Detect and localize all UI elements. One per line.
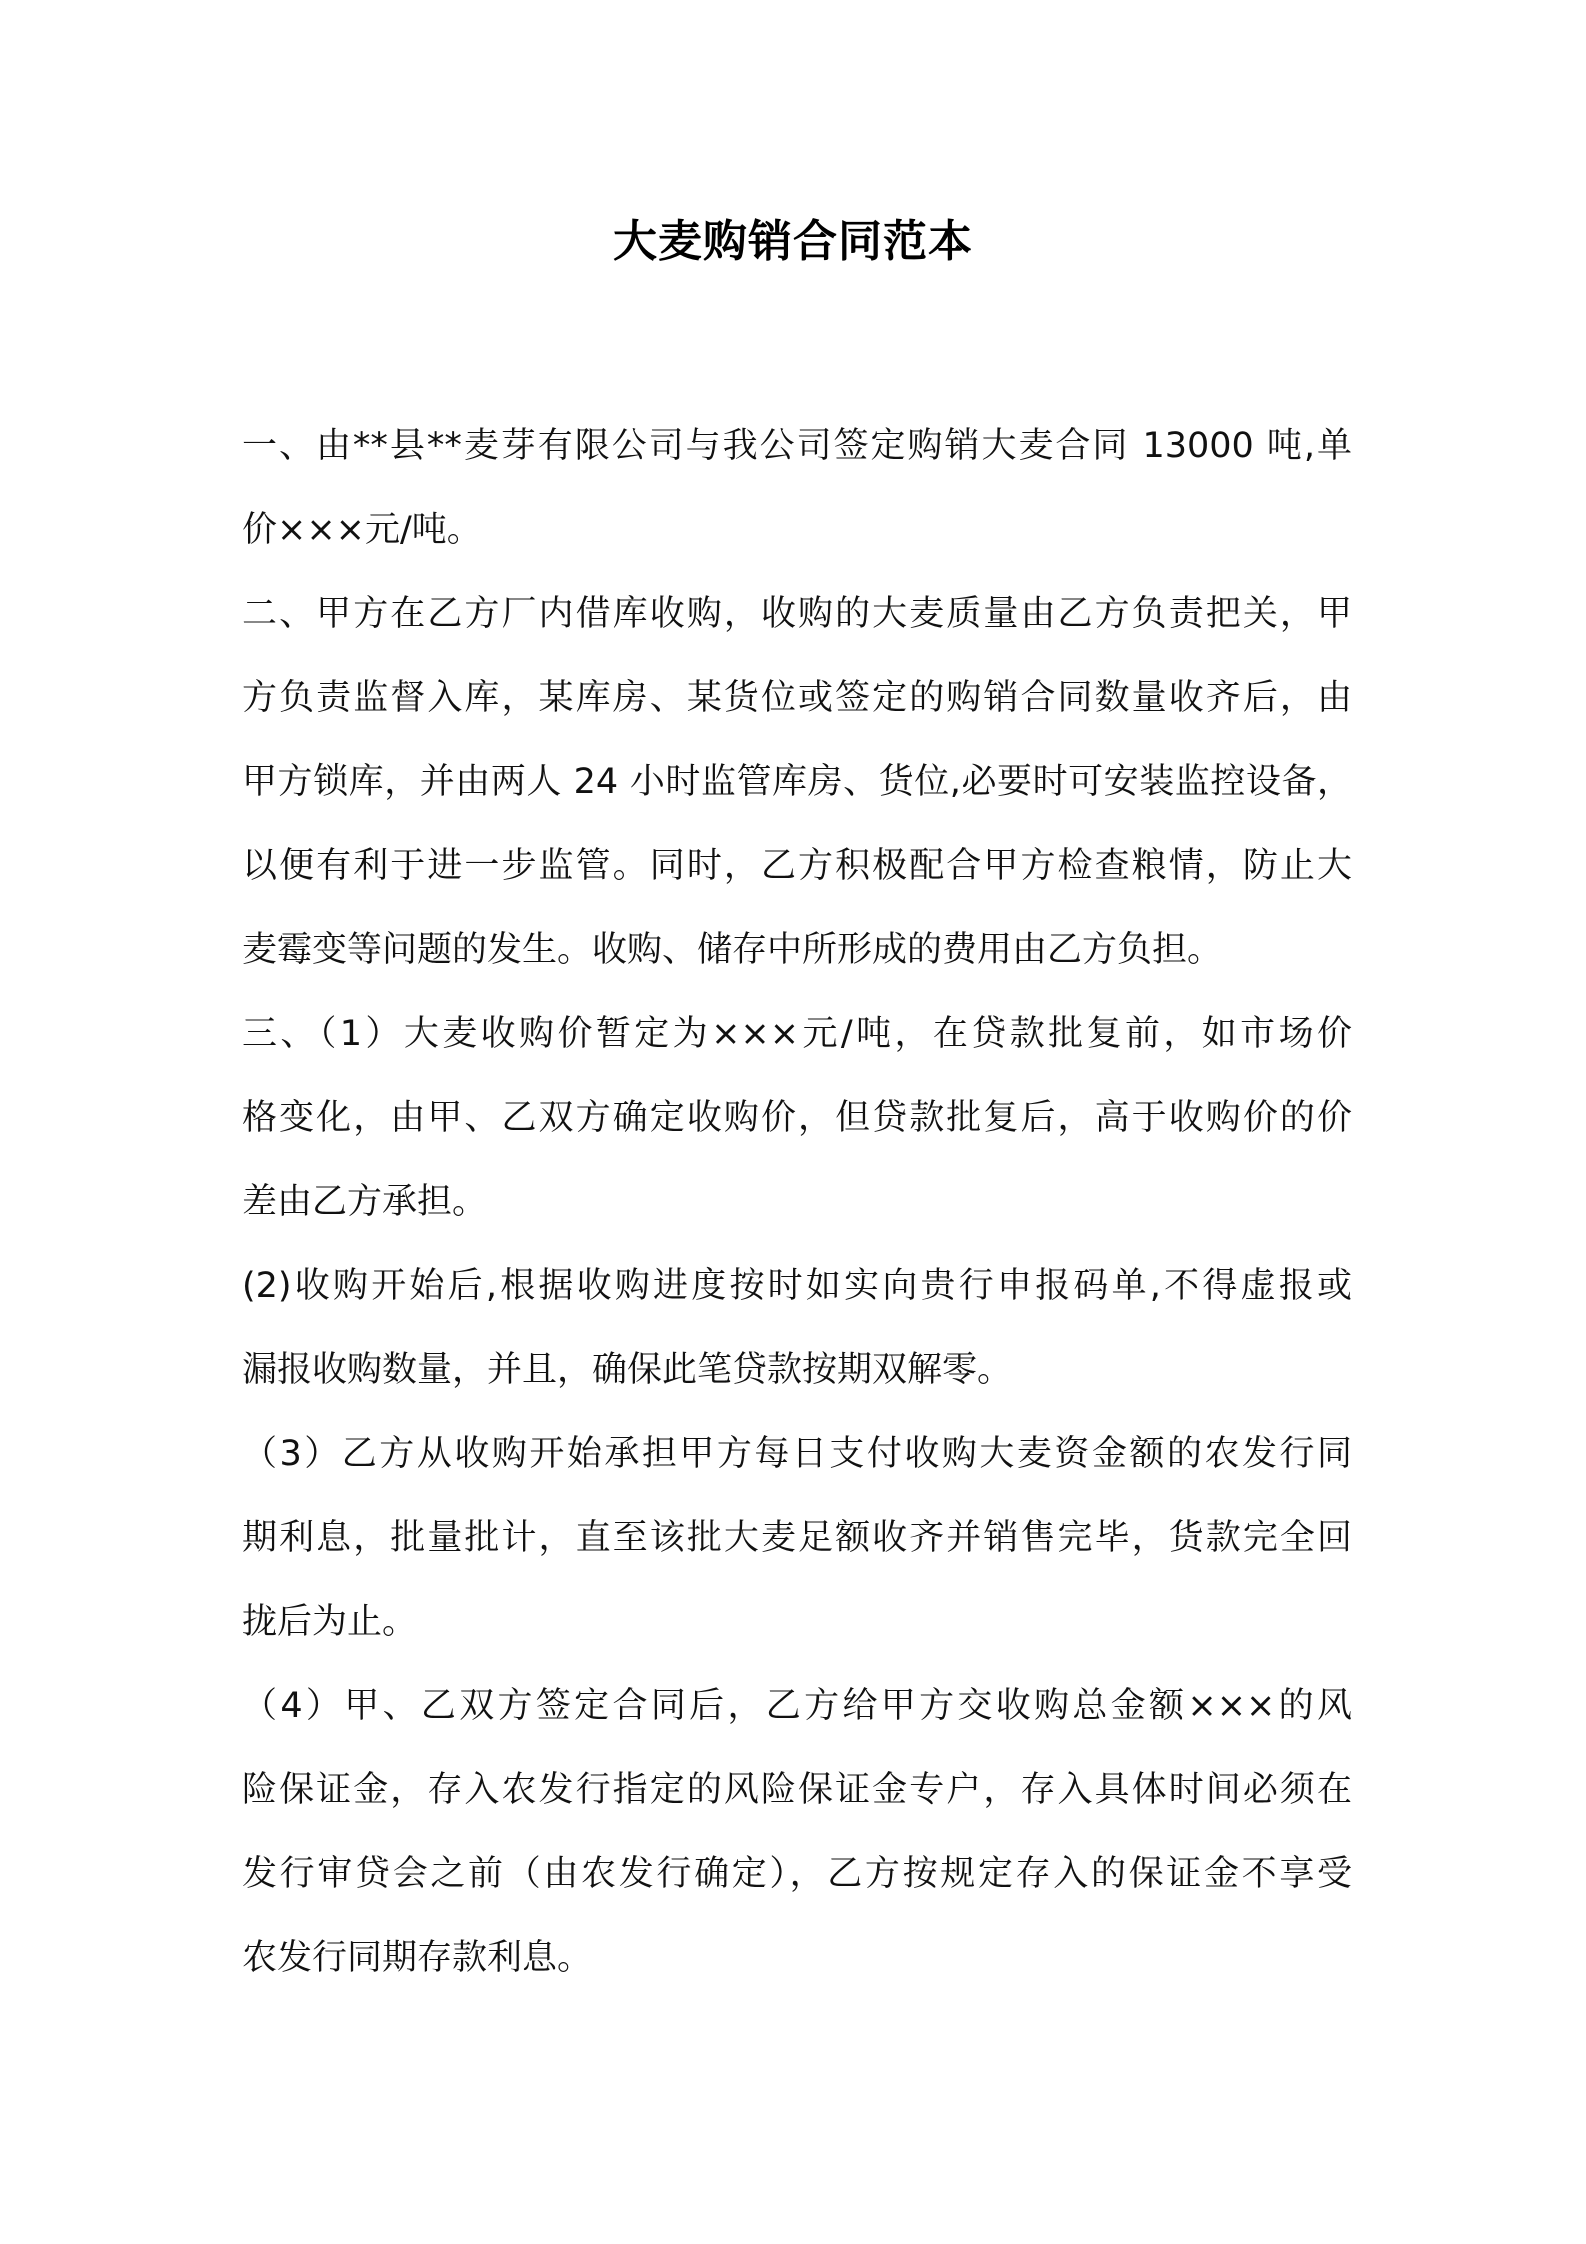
text-line: (2)收购开始后,根据收购进度按时如实向贵行申报码单,不得虚报或: [242, 1266, 1352, 1306]
text-line: 二、甲方在乙方厂内借库收购，收购的大麦质量由乙方负责把关，甲: [242, 594, 1352, 634]
text-line: 麦霉变等问题的发生。收购、储存中所形成的费用由乙方负担。: [242, 930, 1223, 970]
text-line: 方负责监督入库，某库房、某货位或签定的购销合同数量收齐后，由: [242, 678, 1352, 718]
text-line: 拢后为止。: [242, 1602, 418, 1642]
text-line: （4）甲、乙双方签定合同后，乙方给甲方交收购总金额×××的风: [242, 1686, 1352, 1726]
text-line: 格变化，由甲、乙双方确定收购价，但贷款批复后，高于收购价的价: [242, 1098, 1352, 1138]
text-line: 险保证金，存入农发行指定的风险保证金专户，存入具体时间必须在: [242, 1770, 1352, 1810]
text-line: 以便有利于进一步监管。同时，乙方积极配合甲方检查粮情，防止大: [242, 846, 1352, 886]
text-line: 漏报收购数量，并且，确保此笔贷款按期双解零。: [242, 1350, 1013, 1390]
text-line: 差由乙方承担。: [242, 1182, 488, 1222]
text-line: 发行审贷会之前（由农发行确定），乙方按规定存入的保证金不享受: [242, 1854, 1352, 1894]
text-line: 农发行同期存款利息。: [242, 1938, 593, 1978]
text-line: 价×××元/吨。: [242, 510, 482, 550]
document-body: [242, 404, 1352, 2000]
text-line: 期利息，批量批计，直至该批大麦足额收齐并销售完毕，货款完全回: [242, 1518, 1352, 1558]
text-line: 三、（1）大麦收购价暂定为×××元/吨，在贷款批复前，如市场价: [242, 1014, 1352, 1054]
text-line: 甲方锁库，并由两人 24 小时监管库房、货位,必要时可安装监控设备，: [242, 762, 1352, 802]
document-title: 大麦购销合同范本: [613, 216, 973, 267]
text-line: （3）乙方从收购开始承担甲方每日支付收购大麦资金额的农发行同: [242, 1434, 1352, 1474]
text-line: 一、由**县**麦芽有限公司与我公司签定购销大麦合同 13000 吨,单: [242, 426, 1352, 466]
